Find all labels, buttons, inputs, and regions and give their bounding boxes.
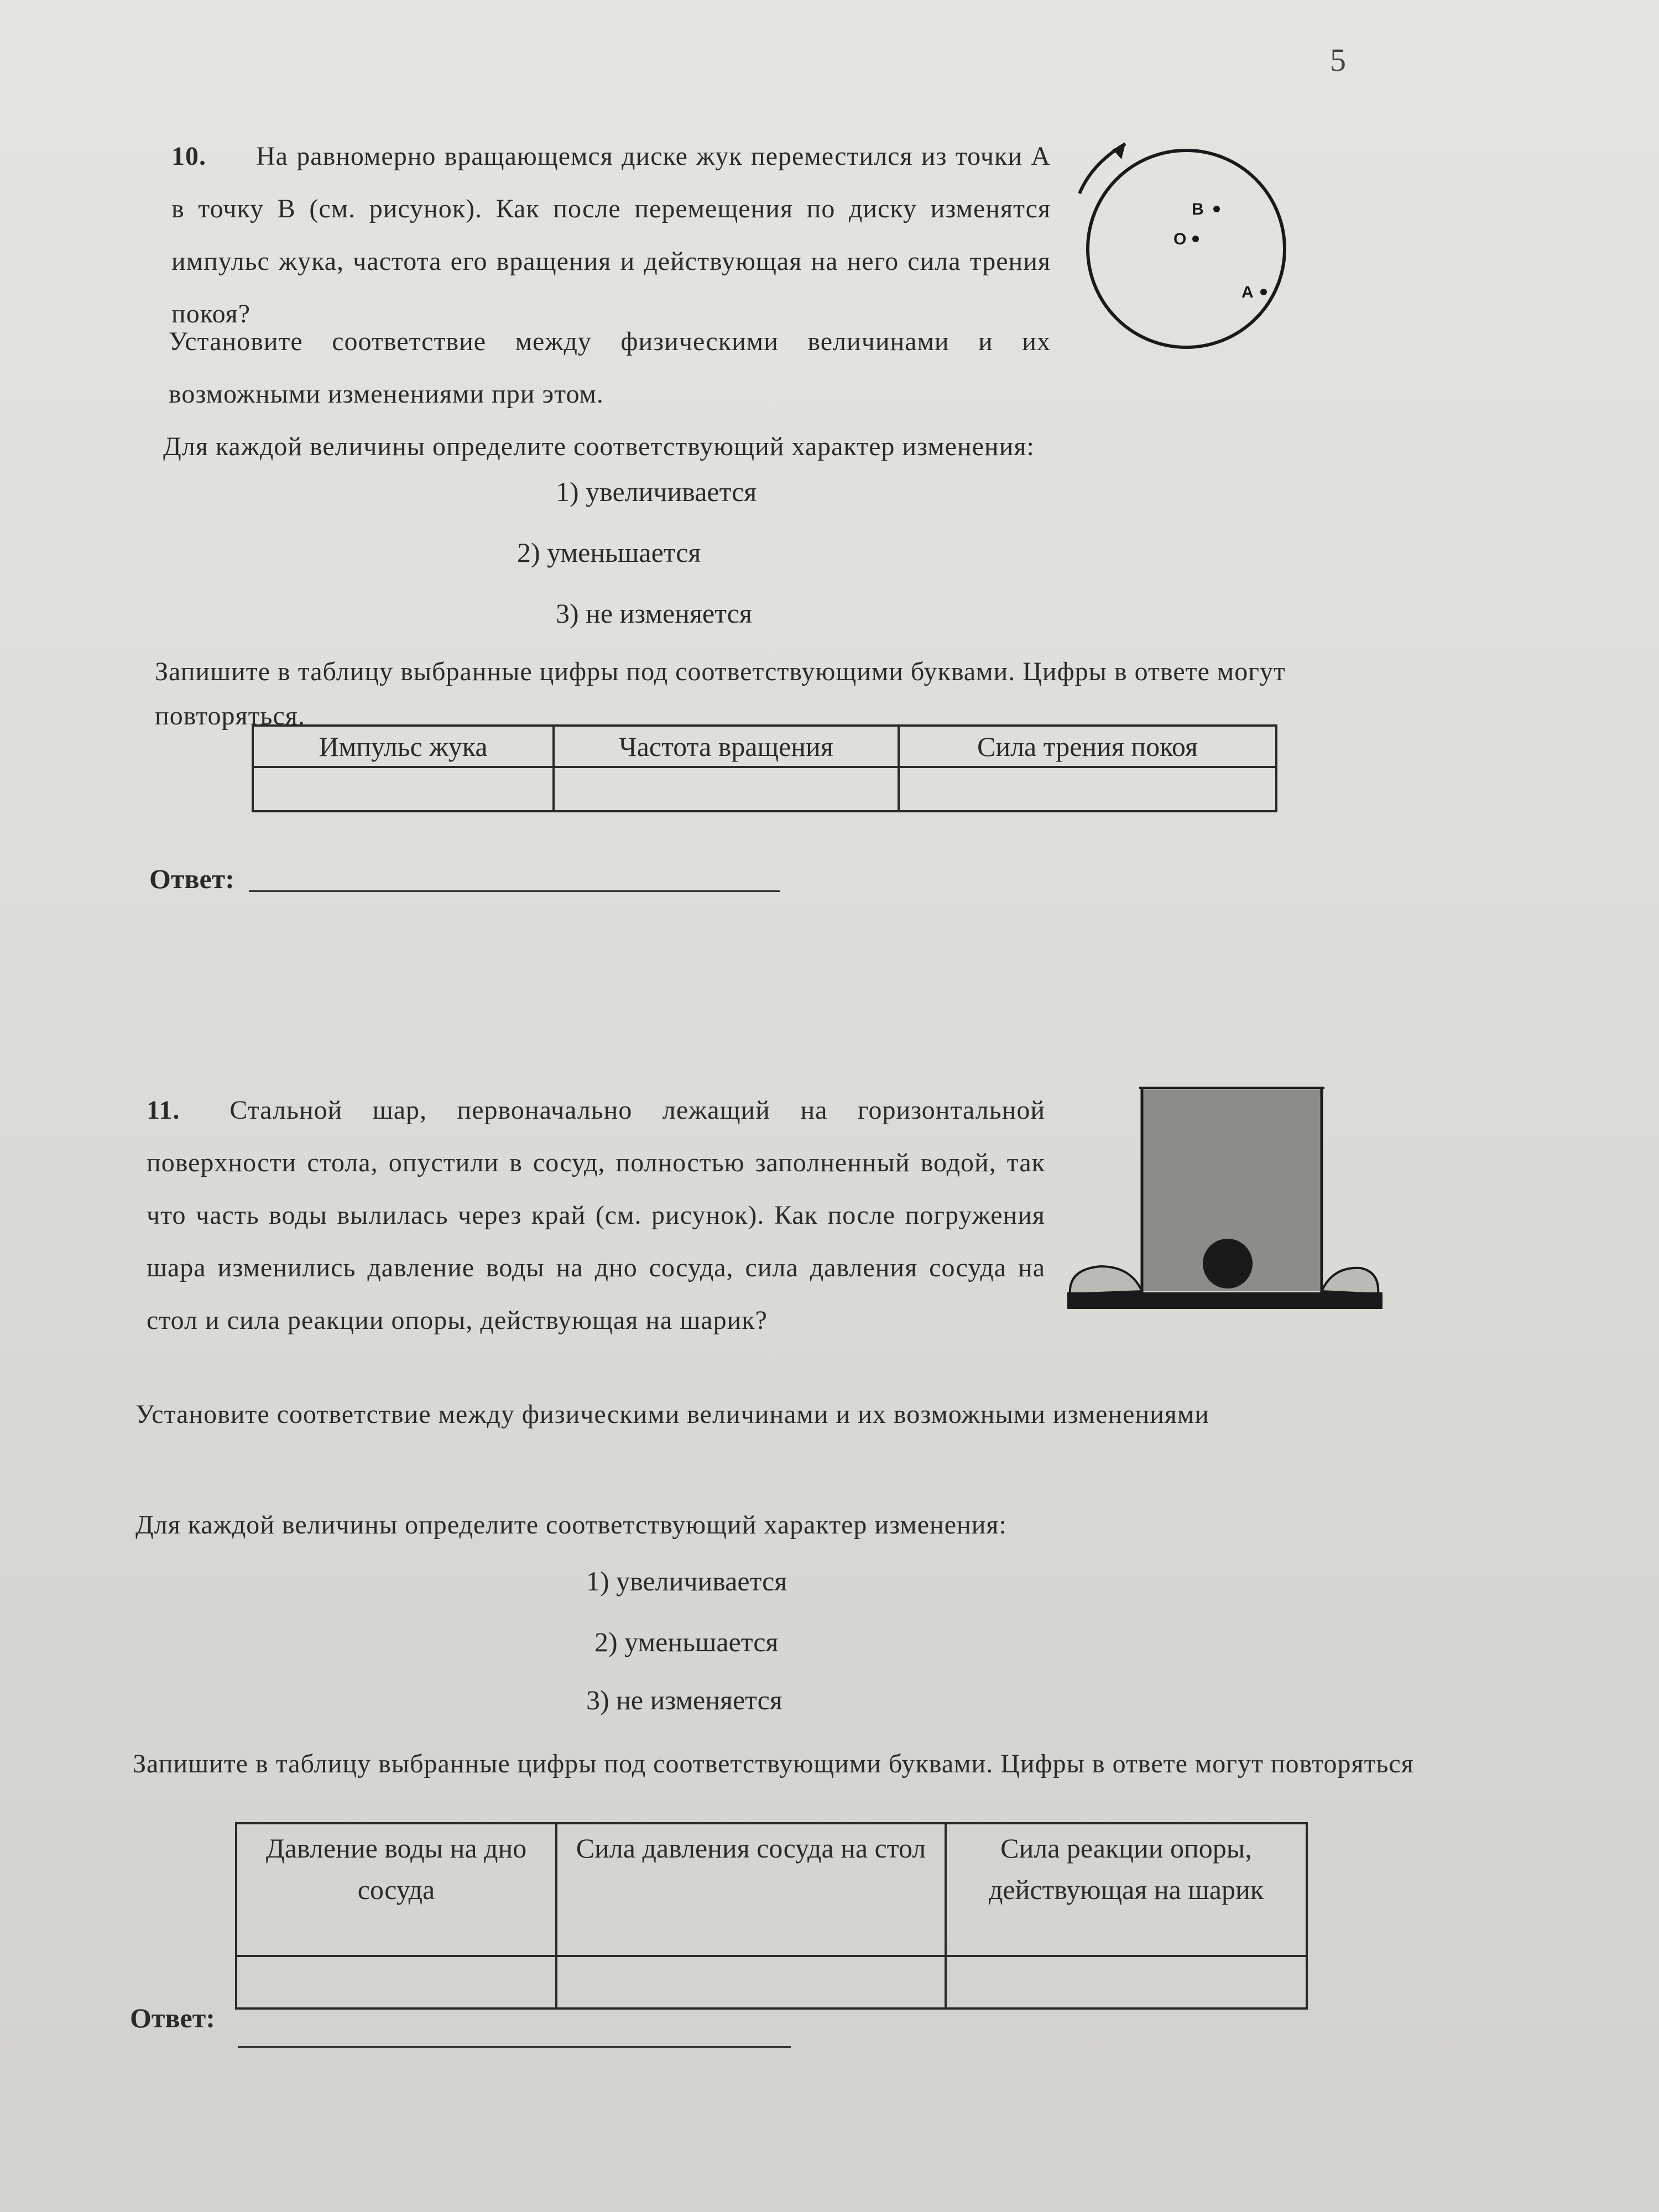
- task11-header-force: Сила давления сосуда на стол: [556, 1823, 946, 1956]
- point-a-label: A: [1241, 283, 1254, 301]
- task10-header-friction: Сила трения покоя: [899, 726, 1276, 767]
- task11-answer-line[interactable]: [238, 2046, 791, 2048]
- task10-number: 10.: [171, 142, 206, 171]
- point-o-label: O: [1173, 230, 1187, 248]
- rotating-disk: [1088, 150, 1285, 347]
- task10-question: [171, 130, 1051, 340]
- task11-option-3: 3) не изменяется: [586, 1684, 782, 1715]
- task10-answer-cell-a[interactable]: [253, 767, 554, 811]
- task11-instruction-2: Для каждой величины определите соответствующий характер изменения:: [135, 1510, 1007, 1540]
- task11-question: [147, 1084, 1045, 1347]
- task10-answer-cell-b[interactable]: [554, 767, 899, 811]
- task11-answer-cell-c[interactable]: [946, 1956, 1307, 2008]
- steel-ball: [1203, 1239, 1253, 1288]
- task10-option-2: 2) уменьшается: [517, 537, 701, 568]
- task10-answer-table: [252, 724, 1277, 812]
- task11-write-note: Запишите в таблицу выбранные цифры под соответствующими буквами. Цифры в ответе могут повторяться: [133, 1749, 1414, 1778]
- task11-header-pressure: Давление воды на дно сосуда: [236, 1823, 556, 1956]
- point-o-dot: [1192, 236, 1199, 242]
- task10-write-note: Запишите в таблицу выбранные цифры под соответствующими буквами. Цифры в ответе могут повторяться.: [155, 657, 1286, 731]
- task11-answer-table: [235, 1822, 1308, 2010]
- spilled-water-right: [1322, 1268, 1378, 1294]
- task10-header-frequency: Частота вращения: [554, 726, 899, 767]
- task10-header-momentum: Импульс жука: [253, 726, 554, 767]
- task10-disk-figure: [1067, 138, 1300, 354]
- task10-answer-cell-c[interactable]: [899, 767, 1276, 811]
- task11-number: 11.: [147, 1095, 180, 1125]
- point-b-label: B: [1192, 200, 1204, 218]
- page-number: 5: [1330, 42, 1346, 78]
- task11-instruction-1: Установите соответствие между физическими величинами и их возможными изменениями: [135, 1400, 1209, 1429]
- task11-vessel-figure: [1062, 1081, 1388, 1335]
- spilled-water-left: [1070, 1266, 1142, 1294]
- task10-answer-line[interactable]: [249, 890, 780, 892]
- task10-instruction-2: Для каждой величины определите соответствующий характер изменения:: [163, 432, 1035, 461]
- task10-answer-label: Ответ:: [149, 863, 234, 894]
- task10-option-1: 1) увеличивается: [556, 476, 757, 507]
- point-a-dot: [1260, 289, 1267, 295]
- task10-instruction-1: Установите соответствие между физическими величинами и их возможными изменениями при этом.: [169, 327, 1051, 409]
- task11-answer-cell-b[interactable]: [556, 1956, 946, 2008]
- task11-option-1: 1) увеличивается: [586, 1566, 787, 1597]
- task10-question-text: На равномерно вращающемся диске жук переместился из точки А в точку В (см. рисунок). Как после перемещения по диску изменятся импульс жука, частота его вращения и действующая на него сила трения покоя?: [171, 142, 1051, 328]
- table-surface: [1067, 1292, 1383, 1309]
- task11-header-reaction: Сила реакции опоры, действующая на шарик: [946, 1823, 1307, 1956]
- task11-answer-label: Ответ:: [130, 2002, 215, 2033]
- task11-question-text: Стальной шар, первоначально лежащий на горизонтальной поверхности стола, опустили в сосуд, полностью заполненный водой, так что часть воды вылилась через край (см. рисунок). Как после погружения шара изменились давление воды на дно сосуда, сила давления сосуда на стол и сила реакции опоры, действующая на шарик?: [147, 1095, 1045, 1335]
- point-b-dot: [1213, 206, 1220, 212]
- task11-answer-cell-a[interactable]: [236, 1956, 556, 2008]
- task10-option-3: 3) не изменяется: [556, 598, 752, 629]
- task11-option-2: 2) уменьшается: [594, 1626, 779, 1657]
